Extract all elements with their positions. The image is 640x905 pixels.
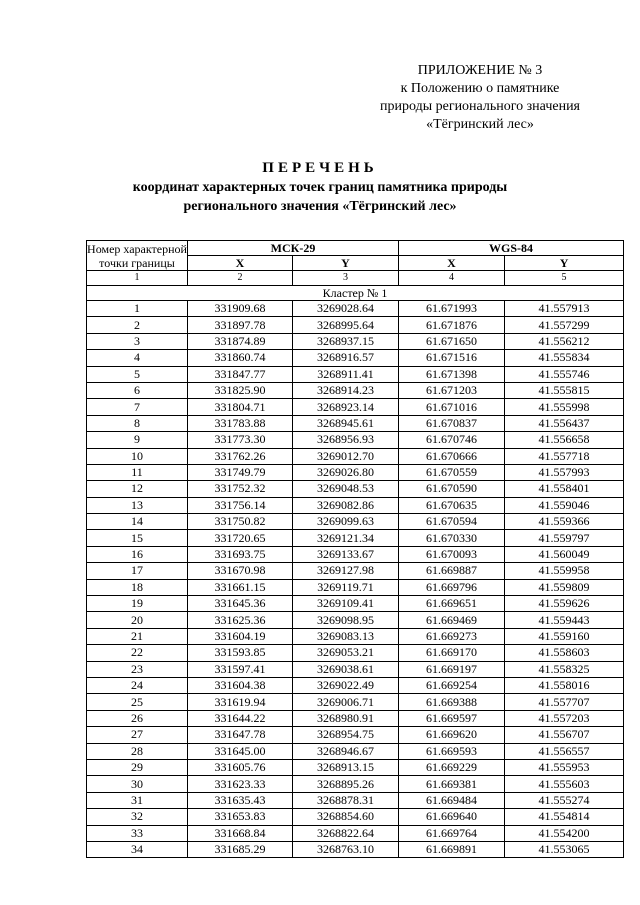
table-cell: 331897.78	[188, 317, 293, 333]
table-cell: 331645.00	[188, 743, 293, 759]
table-row	[87, 596, 624, 612]
table-cell: 22	[87, 645, 188, 661]
column-number-row	[87, 271, 624, 286]
table-cell: 61.670594	[399, 514, 505, 530]
table-cell: 331685.29	[188, 841, 293, 857]
table-row	[87, 448, 624, 464]
table-cell: 9	[87, 432, 188, 448]
table-cell: 331623.33	[188, 776, 293, 792]
table-cell: 3269109.41	[293, 596, 399, 612]
table-cell: 3269038.61	[293, 661, 399, 677]
table-cell: 61.669229	[399, 759, 505, 775]
table-cell: 33	[87, 825, 188, 841]
table-cell: 3268822.64	[293, 825, 399, 841]
table-cell: 14	[87, 514, 188, 530]
table-row	[87, 841, 624, 857]
table-row	[87, 481, 624, 497]
table-cell: 331847.77	[188, 366, 293, 382]
table-cell: 3268956.93	[293, 432, 399, 448]
table-cell: 61.670093	[399, 546, 505, 562]
table-cell: 61.669651	[399, 596, 505, 612]
column-number: 4	[399, 271, 505, 286]
table-cell: 15	[87, 530, 188, 546]
table-cell: 61.671650	[399, 333, 505, 349]
table-cell: 3269012.70	[293, 448, 399, 464]
table-cell: 3	[87, 333, 188, 349]
title-subtitle: координат характерных точек границ памятника природы	[132, 180, 508, 195]
table-cell: 61.669484	[399, 792, 505, 808]
table-cell: 61.669887	[399, 563, 505, 579]
table-cell: 41.560049	[505, 546, 624, 562]
table-cell: 3269006.71	[293, 694, 399, 710]
table-cell: 331604.38	[188, 677, 293, 693]
table-row	[87, 546, 624, 562]
table-cell: 41.555815	[505, 382, 624, 398]
table-row	[87, 350, 624, 366]
table-cell: 3269026.80	[293, 464, 399, 480]
table-cell: 331750.82	[188, 514, 293, 530]
table-cell: 41.554200	[505, 825, 624, 841]
table-cell: 331693.75	[188, 546, 293, 562]
table-cell: 3269121.34	[293, 530, 399, 546]
coordinates-table	[86, 240, 624, 858]
appendix-number: ПРИЛОЖЕНИЕ № 3	[417, 63, 543, 78]
table-cell: 3269098.95	[293, 612, 399, 628]
table-cell: 61.669593	[399, 743, 505, 759]
table-row	[87, 579, 624, 595]
table-cell: 3268954.75	[293, 727, 399, 743]
table-cell: 8	[87, 415, 188, 431]
table-cell: 13	[87, 497, 188, 513]
table-row	[87, 366, 624, 382]
table-cell: 41.555746	[505, 366, 624, 382]
table-cell: 12	[87, 481, 188, 497]
table-cell: 61.669254	[399, 677, 505, 693]
table-cell: 31	[87, 792, 188, 808]
table-cell: 41.558016	[505, 677, 624, 693]
table-cell: 3269119.71	[293, 579, 399, 595]
table-cell: 61.670635	[399, 497, 505, 513]
table-cell: 41.558325	[505, 661, 624, 677]
table-cell: 61.671993	[399, 301, 505, 317]
table-row	[87, 514, 624, 530]
table-cell: 19	[87, 596, 188, 612]
table-cell: 20	[87, 612, 188, 628]
table-cell: 29	[87, 759, 188, 775]
table-cell: 34	[87, 841, 188, 857]
table-cell: 41.558401	[505, 481, 624, 497]
table-cell: 26	[87, 710, 188, 726]
table-row	[87, 612, 624, 628]
table-cell: 331605.76	[188, 759, 293, 775]
table-cell: 41.559958	[505, 563, 624, 579]
appendix-header	[340, 62, 620, 134]
table-row	[87, 399, 624, 415]
table-row	[87, 809, 624, 825]
table-cell: 61.670837	[399, 415, 505, 431]
table-cell: 61.669388	[399, 694, 505, 710]
table-cell: 3269022.49	[293, 677, 399, 693]
table-cell: 17	[87, 563, 188, 579]
table-cell: 10	[87, 448, 188, 464]
table-cell: 41.559626	[505, 596, 624, 612]
table-row	[87, 333, 624, 349]
header-point-number: Номер характерной точки границы	[87, 241, 187, 270]
table-cell: 331670.98	[188, 563, 293, 579]
table-cell: 41.556707	[505, 727, 624, 743]
table-cell: 61.670559	[399, 464, 505, 480]
table-cell: 61.669640	[399, 809, 505, 825]
table-row	[87, 464, 624, 480]
table-cell: 331773.30	[188, 432, 293, 448]
table-row	[87, 661, 624, 677]
table-cell: 61.669620	[399, 727, 505, 743]
table-cell: 2	[87, 317, 188, 333]
table-cell: 3269053.21	[293, 645, 399, 661]
table-cell: 41.555953	[505, 759, 624, 775]
table-cell: 41.559046	[505, 497, 624, 513]
table-cell: 61.669273	[399, 628, 505, 644]
table-cell: 3269082.86	[293, 497, 399, 513]
table-cell: 30	[87, 776, 188, 792]
title-main: ПЕРЕЧЕНЬ	[262, 160, 378, 176]
table-cell: 41.555603	[505, 776, 624, 792]
table-cell: 41.558603	[505, 645, 624, 661]
table-cell: 331593.85	[188, 645, 293, 661]
table-cell: 23	[87, 661, 188, 677]
table-cell: 24	[87, 677, 188, 693]
document-title	[0, 158, 640, 216]
table-cell: 3268895.26	[293, 776, 399, 792]
table-cell: 3268937.15	[293, 333, 399, 349]
table-cell: 61.669597	[399, 710, 505, 726]
table-row	[87, 530, 624, 546]
table-cell: 41.557299	[505, 317, 624, 333]
header-x: X	[188, 256, 293, 271]
table-cell: 331783.88	[188, 415, 293, 431]
appendix-ref: природы регионального значения	[380, 99, 580, 114]
table-cell: 16	[87, 546, 188, 562]
table-cell: 41.555274	[505, 792, 624, 808]
table-cell: 21	[87, 628, 188, 644]
table-cell: 41.556437	[505, 415, 624, 431]
table-cell: 41.557707	[505, 694, 624, 710]
table-cell: 41.556658	[505, 432, 624, 448]
table-cell: 3268923.14	[293, 399, 399, 415]
table-row	[87, 497, 624, 513]
header-x: X	[399, 256, 505, 271]
table-row	[87, 825, 624, 841]
table-cell: 41.555998	[505, 399, 624, 415]
table-cell: 11	[87, 464, 188, 480]
table-cell: 1	[87, 301, 188, 317]
table-cell: 61.669170	[399, 645, 505, 661]
table-cell: 28	[87, 743, 188, 759]
table-cell: 331756.14	[188, 497, 293, 513]
table-cell: 331804.71	[188, 399, 293, 415]
table-cell: 41.559366	[505, 514, 624, 530]
table-cell: 61.669381	[399, 776, 505, 792]
table-cell: 32	[87, 809, 188, 825]
table-cell: 61.669796	[399, 579, 505, 595]
table-cell: 18	[87, 579, 188, 595]
table-cell: 41.556212	[505, 333, 624, 349]
table-cell: 3268945.61	[293, 415, 399, 431]
table-cell: 41.557718	[505, 448, 624, 464]
table-cell: 331749.79	[188, 464, 293, 480]
table-cell: 331597.41	[188, 661, 293, 677]
table-row	[87, 645, 624, 661]
table-cell: 61.671876	[399, 317, 505, 333]
table-row	[87, 415, 624, 431]
table-cell: 61.669764	[399, 825, 505, 841]
table-cell: 3268916.57	[293, 350, 399, 366]
table-row	[87, 432, 624, 448]
column-number: 1	[87, 271, 188, 286]
table-row	[87, 694, 624, 710]
table-cell: 25	[87, 694, 188, 710]
table-row	[87, 743, 624, 759]
table-cell: 41.557913	[505, 301, 624, 317]
table-cell: 61.670666	[399, 448, 505, 464]
table-body	[87, 301, 624, 858]
table-cell: 331752.32	[188, 481, 293, 497]
column-number: 5	[505, 271, 624, 286]
table-cell: 331647.78	[188, 727, 293, 743]
table-cell: 6	[87, 382, 188, 398]
table-cell: 331604.19	[188, 628, 293, 644]
table-cell: 3268980.91	[293, 710, 399, 726]
table-cell: 3268913.15	[293, 759, 399, 775]
table-cell: 331668.84	[188, 825, 293, 841]
table-cell: 3269083.13	[293, 628, 399, 644]
header-y: Y	[293, 256, 399, 271]
table-cell: 61.671398	[399, 366, 505, 382]
appendix-ref: к Положению о памятнике	[400, 81, 560, 96]
table-cell: 41.559809	[505, 579, 624, 595]
table-cell: 3269028.64	[293, 301, 399, 317]
table-cell: 331625.36	[188, 612, 293, 628]
table-row	[87, 759, 624, 775]
table-row	[87, 727, 624, 743]
table-cell: 61.671516	[399, 350, 505, 366]
table-row	[87, 792, 624, 808]
table-cell: 331825.90	[188, 382, 293, 398]
table-cell: 331860.74	[188, 350, 293, 366]
table-cell: 331874.89	[188, 333, 293, 349]
table-cell: 331645.36	[188, 596, 293, 612]
table-cell: 41.559797	[505, 530, 624, 546]
header-wgs84: WGS-84	[399, 241, 624, 256]
table-cell: 41.553065	[505, 841, 624, 857]
table-cell: 41.556557	[505, 743, 624, 759]
header-y: Y	[505, 256, 624, 271]
table-cell: 61.669197	[399, 661, 505, 677]
table-row	[87, 710, 624, 726]
table-cell: 3268946.67	[293, 743, 399, 759]
table-cell: 331619.94	[188, 694, 293, 710]
header-msk29: МСК-29	[188, 241, 399, 256]
table-cell: 3269127.98	[293, 563, 399, 579]
table-row	[87, 301, 624, 317]
table-cell: 3268878.31	[293, 792, 399, 808]
title-subtitle: регионального значения «Тёгринский лес»	[183, 199, 457, 214]
table-row	[87, 677, 624, 693]
table-cell: 41.557993	[505, 464, 624, 480]
table-cell: 7	[87, 399, 188, 415]
table-row	[87, 317, 624, 333]
table-cell: 61.670746	[399, 432, 505, 448]
table-cell: 3268763.10	[293, 841, 399, 857]
table-cell: 331644.22	[188, 710, 293, 726]
table-cell: 61.670590	[399, 481, 505, 497]
table-cell: 61.670330	[399, 530, 505, 546]
table-cell: 4	[87, 350, 188, 366]
table-cell: 61.671203	[399, 382, 505, 398]
table-cell: 61.671016	[399, 399, 505, 415]
cluster-heading: Кластер № 1	[87, 286, 624, 301]
column-number: 3	[293, 271, 399, 286]
table-cell: 3268995.64	[293, 317, 399, 333]
column-number: 2	[188, 271, 293, 286]
table-cell: 3269133.67	[293, 546, 399, 562]
table-cell: 331635.43	[188, 792, 293, 808]
table-cell: 41.559160	[505, 628, 624, 644]
table-cell: 331661.15	[188, 579, 293, 595]
table-row	[87, 563, 624, 579]
table-cell: 41.557203	[505, 710, 624, 726]
table-cell: 331909.68	[188, 301, 293, 317]
table-cell: 41.554814	[505, 809, 624, 825]
table-cell: 3268854.60	[293, 809, 399, 825]
table-cell: 331762.26	[188, 448, 293, 464]
table-cell: 27	[87, 727, 188, 743]
table-cell: 41.559443	[505, 612, 624, 628]
table-cell: 331720.65	[188, 530, 293, 546]
table-cell: 41.555834	[505, 350, 624, 366]
table-row	[87, 776, 624, 792]
table-row	[87, 382, 624, 398]
appendix-ref: «Тёгринский лес»	[426, 117, 534, 132]
table-cell: 3269048.53	[293, 481, 399, 497]
table-cell: 3268911.41	[293, 366, 399, 382]
table-row	[87, 628, 624, 644]
table-cell: 3269099.63	[293, 514, 399, 530]
table-cell: 331653.83	[188, 809, 293, 825]
table-cell: 5	[87, 366, 188, 382]
table-cell: 61.669469	[399, 612, 505, 628]
table-cell: 61.669891	[399, 841, 505, 857]
table-cell: 3268914.23	[293, 382, 399, 398]
